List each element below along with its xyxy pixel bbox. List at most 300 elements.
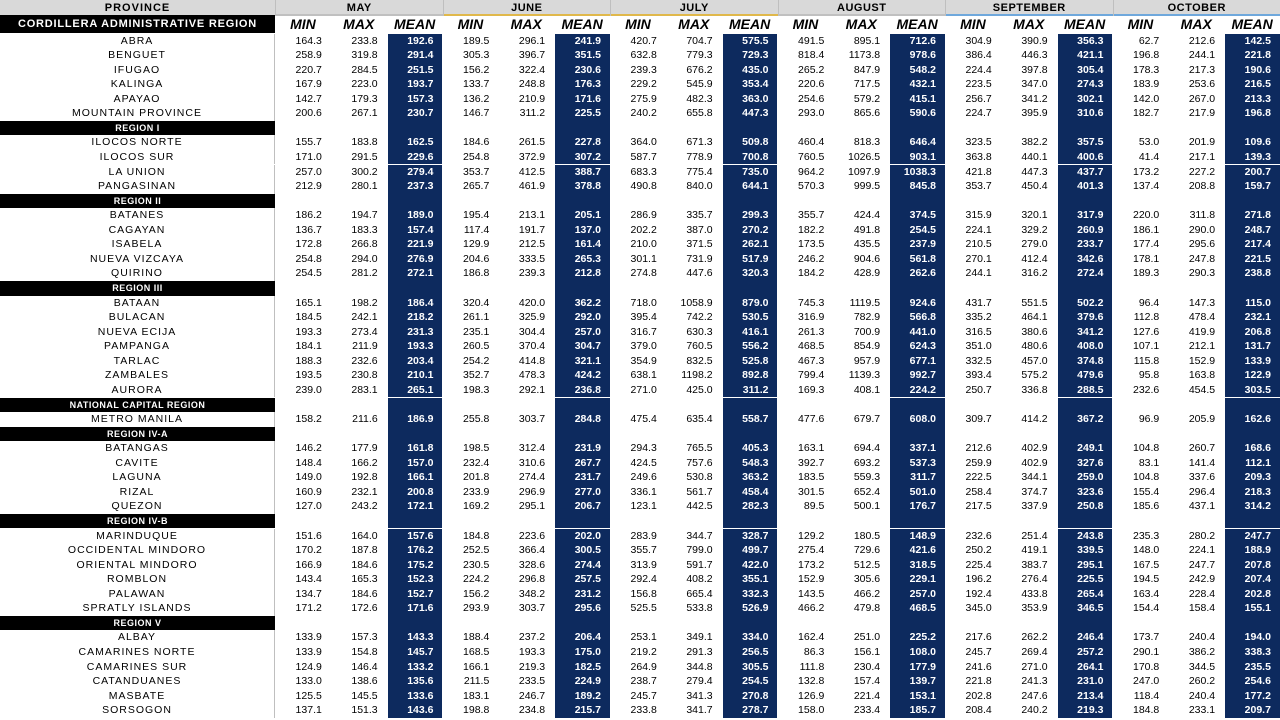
value-cell-mean: 328.7 [722,529,778,544]
region-spacer [610,616,666,631]
value-cell-min: 143.5 [798,587,825,600]
value-cell-max: 704.7 [686,34,713,47]
value-cell-min: 196.2 [965,573,992,586]
value-cell-max: 575.2 [1021,369,1048,382]
province-name: QUIRINO [0,266,275,281]
value-cell-min: 254.6 [798,92,825,105]
value-cell-min: 271.0 [630,383,657,396]
region-spacer [777,398,833,413]
value-cell-min: 154.4 [1132,602,1160,615]
value-cell-min: 96.4 [1138,296,1160,309]
value-cell-max: 337.6 [1188,471,1216,484]
value-cell-min: 132.8 [798,675,825,688]
value-cell-max: 224.1 [1188,544,1216,557]
value-cell-mean: 257.0 [554,325,610,340]
region-spacer [1168,616,1224,631]
value-cell-mean: 254.5 [722,674,778,689]
value-cell-max: 380.6 [1021,325,1048,338]
value-cell-max: 157.3 [351,631,378,644]
value-cell-mean: 432.1 [889,77,945,92]
value-cell-min: 156.8 [630,587,657,600]
value-cell-max: 551.5 [1021,296,1048,309]
value-cell-max: 180.5 [853,529,881,542]
value-cell-min: 148.4 [295,456,322,469]
value-cell-min: 117.4 [463,223,490,236]
value-cell-mean: 176.7 [889,499,945,514]
region-spacer [1112,281,1168,296]
month-header-october: OCTOBER [1113,0,1280,16]
value-cell-min: 166.9 [295,558,322,571]
region-spacer [722,194,778,209]
value-cell-mean: 143.6 [387,703,443,718]
value-cell-min: 186.2 [295,209,322,222]
value-cell-max: 305.6 [853,573,881,586]
value-cell-mean: 133.6 [387,689,443,704]
region-spacer [1112,194,1168,209]
value-cell-mean: 339.5 [1057,543,1113,558]
value-cell-max: 341.2 [1021,92,1048,105]
region-spacer [833,121,889,136]
value-cell-min: 818.4 [798,49,825,62]
value-cell-max: 512.5 [853,558,881,571]
value-cell-mean: 210.1 [387,368,443,383]
value-cell-min: 364.0 [630,136,657,149]
value-cell-mean: 190.6 [1224,63,1280,78]
value-cell-max: 145.5 [351,689,378,702]
value-cell-mean: 537.3 [889,456,945,471]
value-cell-mean: 337.1 [889,441,945,456]
region-spacer [387,427,443,442]
region-spacer [722,427,778,442]
region-spacer [387,514,443,529]
value-cell-max: 247.8 [1188,252,1216,265]
value-cell-min: 193.3 [295,325,322,338]
value-cell-min: 134.7 [295,587,322,600]
value-cell-max: 211.9 [352,340,378,353]
value-cell-max: 243.2 [351,500,378,513]
value-cell-max: 782.9 [853,311,881,324]
region-spacer [387,121,443,136]
value-cell-mean: 137.0 [554,223,610,238]
value-cell-max: 779.3 [686,49,713,62]
value-cell-min: 683.3 [630,165,657,178]
value-cell-max: 579.2 [853,92,881,105]
value-cell-max: 461.9 [518,180,546,193]
value-cell-mean: 378.8 [554,179,610,194]
value-cell-min: 127.6 [1132,325,1160,338]
value-cell-min: 217.6 [965,631,992,644]
value-cell-min: 173.5 [798,238,825,251]
stat-header-mean: MEAN [393,16,436,32]
value-cell-mean: 374.8 [1057,354,1113,369]
value-cell-min: 431.7 [965,296,992,309]
region-spacer [610,121,666,136]
value-cell-min: 353.7 [463,165,490,178]
value-cell-mean: 265.4 [1057,587,1113,602]
region-spacer [442,616,498,631]
value-cell-max: 335.7 [686,209,713,222]
province-name: KALINGA [0,77,275,92]
value-cell-mean: 353.4 [722,77,778,92]
value-cell-max: 233.5 [518,675,546,688]
value-cell-max: 244.1 [1188,49,1216,62]
region-spacer [442,281,498,296]
value-cell-min: 316.9 [798,311,825,324]
region-spacer [1112,514,1168,529]
region-spacer [945,398,1001,413]
value-cell-max: 446.3 [1021,49,1048,62]
region-spacer [833,514,889,529]
value-cell-mean: 338.3 [1224,645,1280,660]
region-spacer [889,194,945,209]
region-spacer [1057,514,1113,529]
value-cell-min: 86.3 [803,646,825,659]
value-cell-min: 182.7 [1132,107,1160,120]
value-cell-max: 274.4 [518,471,546,484]
value-cell-max: 141.4 [1188,456,1216,469]
value-cell-min: 115.8 [1133,354,1160,367]
value-cell-mean: 207.4 [1224,572,1280,587]
value-cell-max: 700.9 [853,325,881,338]
region-spacer [554,427,610,442]
value-cell-min: 185.6 [1132,500,1160,513]
value-cell-max: 248.8 [518,78,546,91]
value-cell-max: 818.3 [853,136,881,149]
value-cell-max: 1173.8 [848,49,881,62]
value-cell-mean: 209.7 [1224,703,1280,718]
province-name: BATANGAS [0,441,275,456]
value-cell-min: 184.5 [295,311,322,324]
value-cell-max: 208.8 [1188,180,1216,193]
value-cell-mean: 441.0 [889,325,945,340]
value-cell-mean: 363.0 [722,92,778,107]
value-cell-min: 475.4 [630,413,657,426]
value-cell-mean: 608.0 [889,412,945,427]
value-cell-mean: 346.5 [1057,601,1113,616]
value-cell-mean: 548.3 [722,456,778,471]
value-cell-mean: 224.2 [889,383,945,398]
value-cell-min: 165.1 [295,296,322,309]
value-cell-max: 328.6 [518,558,546,571]
value-cell-min: 133.9 [295,631,322,644]
value-cell-mean: 186.4 [387,296,443,311]
value-cell-max: 234.8 [518,704,546,717]
stat-header-mean: MEAN [896,16,938,32]
value-cell-min: 155.7 [295,136,322,149]
region-spacer [833,194,889,209]
value-cell-min: 293.0 [798,107,825,120]
region-spacer [1224,427,1280,442]
value-cell-min: 123.1 [630,500,657,513]
value-cell-mean: 162.5 [387,135,443,150]
value-cell-min: 245.7 [965,646,992,659]
value-cell-mean: 155.1 [1224,601,1280,616]
region-spacer [554,616,610,631]
province-name: ALBAY [0,630,275,645]
province-name: ORIENTAL MINDORO [0,558,275,573]
region-spacer [1001,427,1057,442]
value-cell-max: 396.7 [518,49,546,62]
value-cell-max: 247.7 [1188,558,1216,571]
value-cell-min: 320.4 [463,296,490,309]
value-cell-mean: 892.8 [722,368,778,383]
value-cell-min: 293.9 [463,602,490,615]
province-name: CAMARINES SUR [0,660,275,675]
value-cell-min: 166.1 [463,660,490,673]
value-cell-mean: 327.6 [1057,456,1113,471]
stat-header-min: MIN [960,16,986,32]
value-cell-max: 157.4 [853,675,881,688]
value-cell-max: 447.3 [1021,165,1048,178]
province-header: PROVINCE [0,0,275,16]
region-spacer [1112,398,1168,413]
stat-header-mean: MEAN [1231,16,1273,32]
value-cell-max: 366.4 [518,544,546,557]
value-cell-mean: 186.9 [387,412,443,427]
value-cell-min: 258.9 [295,49,322,62]
province-name: PAMPANGA [0,339,275,354]
value-cell-min: 219.2 [630,646,657,659]
value-cell-mean: 408.0 [1057,339,1113,354]
value-cell-mean: 162.6 [1224,412,1280,427]
value-cell-min: 491.5 [798,34,825,47]
value-cell-mean: 246.4 [1057,630,1113,645]
value-cell-max: 163.8 [1188,369,1216,382]
value-cell-max: 840.0 [686,180,713,193]
value-cell-mean: 274.3 [1057,77,1113,92]
value-cell-min: 587.7 [630,150,657,163]
value-cell-mean: 304.7 [554,339,610,354]
value-cell-min: 570.3 [798,180,825,193]
value-cell-mean: 168.6 [1224,441,1280,456]
region-spacer [554,281,610,296]
region-spacer [777,616,833,631]
value-cell-mean: 159.7 [1224,179,1280,194]
value-cell-max: 267.0 [1188,92,1216,105]
region-spacer [610,514,666,529]
value-cell-mean: 209.3 [1224,470,1280,485]
value-cell-min: 260.5 [463,340,490,353]
value-cell-mean: 202.8 [1224,587,1280,602]
value-cell-min: 745.3 [798,296,825,309]
value-cell-max: 1058.9 [680,296,713,309]
value-cell-mean: 256.5 [722,645,778,660]
value-cell-max: 832.5 [686,354,713,367]
value-cell-mean: 227.8 [554,135,610,150]
province-name: MASBATE [0,689,275,704]
value-cell-max: 447.6 [686,267,713,280]
value-cell-max: 267.1 [351,107,378,120]
value-cell-mean: 355.1 [722,572,778,587]
province-name: ILOCOS SUR [0,150,275,165]
value-cell-mean: 235.5 [1224,660,1280,675]
value-cell-mean: 131.7 [1224,339,1280,354]
value-cell-max: 382.2 [1021,136,1048,149]
value-cell-mean: 424.2 [554,368,610,383]
value-cell-mean: 276.9 [387,252,443,267]
value-cell-min: 240.2 [630,107,657,120]
stat-header-max: MAX [343,16,375,32]
region-spacer [777,427,833,442]
region-spacer [666,194,722,209]
value-cell-max: 152.9 [1188,354,1216,367]
value-cell-mean: 219.3 [1057,703,1113,718]
value-cell-min: 188.3 [295,354,322,367]
value-cell-mean: 300.5 [554,543,610,558]
region-spacer [442,194,498,209]
value-cell-min: 192.4 [965,587,992,600]
value-cell-mean: 624.3 [889,339,945,354]
value-cell-min: 171.0 [295,150,322,163]
value-cell-mean: 143.3 [387,630,443,645]
value-cell-min: 490.8 [630,180,657,193]
value-cell-mean: 230.7 [387,106,443,121]
stat-header-min: MIN [792,16,819,32]
value-cell-mean: 148.9 [889,529,945,544]
value-cell-max: 183.8 [351,136,378,149]
value-cell-max: 425.0 [686,383,713,396]
value-cell-min: 275.4 [798,544,825,557]
value-cell-min: 460.4 [798,136,825,149]
value-cell-mean: 224.9 [554,674,610,689]
value-cell-mean: 193.3 [387,339,443,354]
region-spacer [1001,121,1057,136]
value-cell-max: 184.6 [351,587,378,600]
value-cell-mean: 468.5 [889,601,945,616]
value-cell-min: 274.8 [630,267,657,280]
value-cell-mean: 171.6 [387,601,443,616]
value-cell-min: 172.8 [295,238,322,251]
value-cell-mean: 415.1 [889,92,945,107]
region-spacer [498,121,554,136]
value-cell-max: 239.3 [518,267,546,280]
region-header: CORDILLERA ADMINISTRATIVE REGION [0,16,275,33]
value-cell-max: 221.4 [853,689,881,702]
value-cell-min: 239.3 [630,63,657,76]
value-cell-min: 235.1 [463,325,490,338]
value-cell-max: 408.2 [686,573,713,586]
value-cell-mean: 193.7 [387,77,443,92]
value-cell-max: 693.2 [853,456,881,469]
value-cell-max: 284.5 [351,63,378,76]
value-cell-min: 265.7 [463,180,490,193]
value-cell-max: 397.8 [1021,63,1048,76]
value-cell-mean: 310.6 [1057,106,1113,121]
region-spacer [722,281,778,296]
value-cell-mean: 177.9 [889,660,945,675]
value-cell-max: 679.7 [853,413,881,426]
value-cell-min: 294.3 [630,442,657,455]
value-cell-mean: 264.1 [1057,660,1113,675]
value-cell-min: 799.4 [798,369,825,382]
value-cell-mean: 421.6 [889,543,945,558]
value-cell-max: 665.4 [686,587,713,600]
value-cell-max: 279.0 [1021,238,1048,251]
value-cell-mean: 122.9 [1224,368,1280,383]
value-cell-min: 83.1 [1138,456,1160,469]
value-cell-min: 220.0 [1132,209,1160,222]
region-spacer [331,514,387,529]
region-spacer [1224,121,1280,136]
region-spacer [275,514,331,529]
value-cell-max: 630.3 [686,325,713,338]
value-cell-mean: 189.2 [554,689,610,704]
region-spacer [722,616,778,631]
value-cell-min: 336.1 [630,485,657,498]
value-cell-mean: 374.5 [889,208,945,223]
value-cell-mean: 317.9 [1057,208,1113,223]
value-cell-min: 363.8 [965,150,992,163]
value-cell-max: 372.9 [518,150,546,163]
value-cell-min: 173.2 [798,558,825,571]
value-cell-max: 166.2 [351,456,378,469]
value-cell-max: 731.9 [686,252,713,265]
value-cell-min: 316.5 [965,325,992,338]
region-spacer [387,194,443,209]
province-name: RIZAL [0,485,275,500]
stat-header-min: MIN [290,16,316,32]
value-cell-mean: 271.8 [1224,208,1280,223]
value-cell-min: 250.7 [965,383,992,396]
region-spacer [442,427,498,442]
value-cell-mean: 401.3 [1057,179,1113,194]
value-cell-max: 760.5 [686,340,713,353]
value-cell-max: 370.4 [518,340,546,353]
stat-header-mean: MEAN [1063,16,1106,32]
value-cell-mean: 305.5 [722,660,778,675]
value-cell-max: 172.6 [351,602,378,615]
value-cell-max: 414.8 [518,354,546,367]
stat-header-max: MAX [1013,16,1045,32]
value-cell-min: 525.5 [630,602,657,615]
value-cell-max: 402.9 [1021,442,1048,455]
value-cell-min: 332.5 [965,354,992,367]
value-cell-min: 182.2 [798,223,825,236]
region-spacer [275,398,331,413]
value-cell-max: 230.4 [853,660,881,673]
value-cell-mean: 157.4 [387,223,443,238]
value-cell-mean: 437.7 [1057,165,1113,180]
value-cell-max: 344.1 [1021,471,1048,484]
value-cell-min: 104.8 [1132,471,1160,484]
value-cell-max: 904.6 [853,252,881,265]
value-cell-mean: 250.8 [1057,499,1113,514]
value-cell-min: 254.8 [295,252,322,265]
value-cell-min: 62.7 [1138,34,1160,47]
value-cell-max: 198.2 [351,296,378,309]
value-cell-mean: 161.4 [554,237,610,252]
value-cell-min: 163.4 [1132,587,1160,600]
region-spacer [387,281,443,296]
value-cell-min: 964.2 [798,165,825,178]
value-cell-min: 221.8 [965,675,992,688]
value-cell-mean: 278.7 [722,703,778,718]
value-cell-max: 433.8 [1021,587,1048,600]
region-spacer [275,194,331,209]
value-cell-min: 136.2 [463,92,490,105]
value-cell-max: 419.1 [1021,544,1048,557]
region-spacer [722,398,778,413]
value-cell-mean: 992.7 [889,368,945,383]
value-cell-mean: 259.0 [1057,470,1113,485]
value-cell-min: 386.4 [965,49,992,62]
value-cell-max: 273.4 [351,325,378,338]
value-cell-max: 419.9 [1188,325,1216,338]
region-spacer [1001,616,1057,631]
value-cell-mean: 237.9 [889,237,945,252]
value-cell-mean: 238.8 [1224,266,1280,281]
value-cell-max: 491.8 [853,223,881,236]
